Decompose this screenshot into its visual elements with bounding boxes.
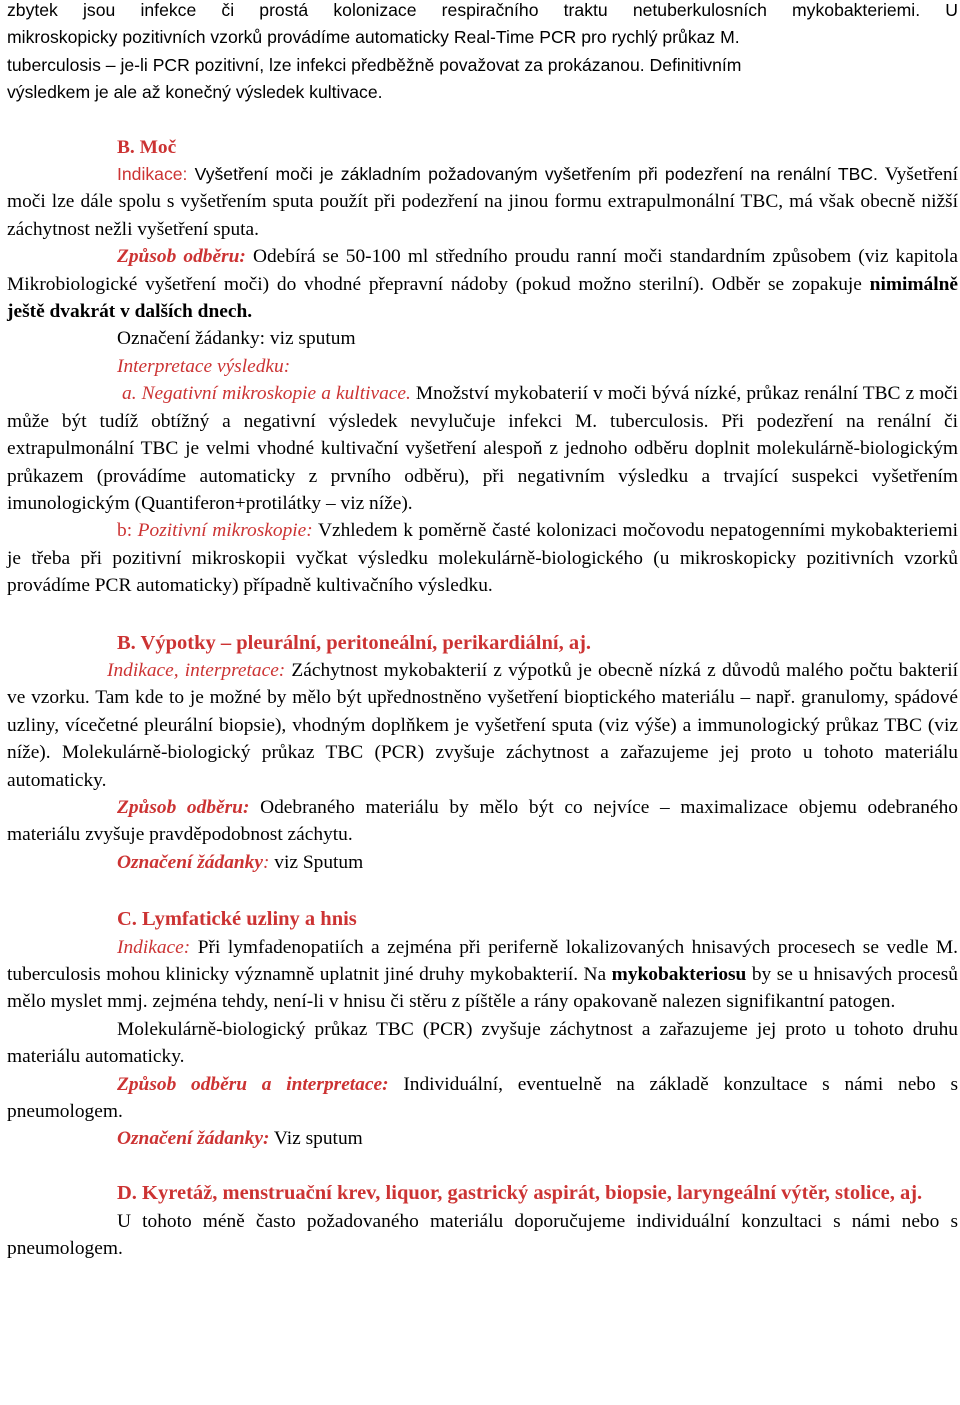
section-heading-uzliny: C. Lymfatické uzliny a hnis bbox=[117, 908, 357, 931]
vypotky-oznaceni-colon: : bbox=[262, 851, 270, 873]
uzliny-indikace-bold: mykobakteriosu bbox=[611, 964, 747, 985]
vypotky-oznaceni-text: viz Sputum bbox=[269, 851, 364, 873]
intro-line-4: výsledkem je ale až konečný výsledek kultivace. bbox=[7, 82, 383, 103]
section-uzliny bbox=[7, 906, 958, 1153]
moc-zpusob-text: Odebírá se 50-100 ml středního proudu ranní moči standardním způsobem (viz kapitola Mikrobiologické vyšetření moči) do vhodné přepravní nádoby (pokud možno sterilní). Odběr se zopakuje bbox=[7, 246, 958, 295]
section-heading-kyretaz: D. Kyretáž, menstruační krev, liquor, gastrický aspirát, biopsie, laryngeální výtěr, stolice, aj. bbox=[117, 1181, 923, 1204]
section-heading-moc: B. Moč bbox=[117, 136, 177, 158]
uzliny-oznaceni-text: Viz sputum bbox=[269, 1128, 363, 1150]
moc-indikace-rest: Vyšetření moči lze dále spolu s vyšetřením sputa použít při podezření na jinou formu extrapulmonální TBC, má však obecně nižší záchytnost nežli vyšetření sputa. bbox=[7, 164, 958, 240]
section-heading-vypotky: B. Výpotky – pleurální, peritoneální, perikardiální, aj. bbox=[117, 631, 592, 654]
uzliny-indikace-text-1: Při lymfadenopatiích a zejména při periferně lokalizovaných hnisavých procesech se vedle M. tuberculosis mohou klinicky významně uplatnit jiné druhy mykobakterií. Na bbox=[7, 936, 958, 985]
uzliny-oznaceni-label: Označení žádanky: bbox=[117, 1128, 270, 1150]
vypotky-indikace-text: Záchytnost mykobakterií z výpotků je obecně nízká z důvodů malého počtu bakterií ve vzorku. Tam kde to je možné by mělo být upřednostněno vyšetření bioptického materiálu – např. granulomy, spádové uzliny, vícečetné pleurální biopsie), vhodným doplňkem je vyšetření sputa (viz výše) a immunologický průkaz TBC (viz níže). Molekulárně-biologický průkaz TBC (PCR) zvyšuje záchytnost a zařazujeme jej proto u tohoto materiálu automaticky. bbox=[7, 659, 958, 791]
kyretaz-text: U tohoto méně často požadovaného materiálu doporučujeme individuální konzultaci s námi nebo s pneumologem. bbox=[7, 1210, 958, 1260]
uzliny-zpusob-text: Individuální, eventuelně na základě konzultace s námi nebo s pneumologem. bbox=[7, 1073, 958, 1123]
vypotky-oznaceni bbox=[7, 849, 958, 876]
vypotky-zpusob-label: Způsob odběru: bbox=[117, 796, 250, 818]
intro-line-3: tuberculosis – je-li PCR pozitivní, lze infekci předběžně považovat za prokázanou. Definitivním bbox=[7, 54, 742, 75]
moc-pozitivni-prefix: b: bbox=[117, 520, 138, 542]
vypotky-zpusob-text: Odebraného materiálu by mělo být co nejvíce – maximalizace objemu odebraného materiálu zvyšuje pravděpodobnost záchytu. bbox=[7, 796, 958, 846]
document-page bbox=[7, 0, 958, 1263]
uzliny-oznaceni bbox=[7, 1125, 958, 1152]
vypotky-zpusob bbox=[7, 794, 958, 849]
intro-line-2: mikroskopicky pozitivních vzorků provádíme automaticky Real-Time PCR pro rychlý průkaz M. bbox=[7, 27, 740, 48]
moc-indikace-label: Indikace: bbox=[117, 164, 188, 185]
section-vypotky bbox=[7, 630, 958, 877]
moc-indikace-text: Vyšetření moči je základním požadovaným vyšetřením při podezření na renální TBC. bbox=[187, 164, 878, 185]
moc-oznaceni: Označení žádanky: viz sputum bbox=[117, 328, 356, 350]
moc-zpusob-bold: nimimálně ještě dvakrát v dalších dnech. bbox=[7, 273, 958, 323]
intro-paragraph bbox=[7, 0, 958, 107]
vypotky-oznaceni-label: Označení žádanky bbox=[117, 851, 263, 873]
uzliny-zpusob-label: Způsob odběru a interpretace: bbox=[117, 1073, 389, 1095]
uzliny-indikace bbox=[7, 934, 958, 1016]
uzliny-indikace-text-2: by se u hnisavých procesů mělo myslet mmj. zejména tehdy, není-li v hnisu či stěru z píštěle a rány opakovaně nalezen signifikantní patogen. bbox=[7, 964, 958, 1013]
moc-pozitivni-text: Vzhledem k poměrně časté kolonizaci močovodu nepatogenními mykobakteriemi je třeba při pozitivní mikroskopii vyčkat výsledku molekulárně-biologického (u mikroskopicky pozitivních vzorků provádíme PCR automaticky) případně kultivačního výsledku. bbox=[7, 520, 958, 597]
vypotky-indikace bbox=[7, 657, 958, 794]
moc-indikace bbox=[7, 161, 958, 243]
moc-pozitivni bbox=[7, 517, 958, 599]
intro-line-1: zbytek jsou infekce či prostá kolonizace respiračního traktu netuberkulosních mykobakteriemi. U bbox=[7, 0, 958, 20]
section-moc bbox=[7, 134, 958, 600]
moc-negativni-label: a. Negativní mikroskopie a kultivace. bbox=[122, 383, 411, 405]
moc-interpretace-label: Interpretace výsledku: bbox=[117, 355, 291, 377]
vypotky-indikace-label: Indikace, interpretace: bbox=[107, 659, 286, 681]
uzliny-zpusob bbox=[7, 1071, 958, 1126]
uzliny-indikace-label: Indikace: bbox=[117, 936, 191, 958]
moc-pozitivni-label: Pozitivní mikroskopie: bbox=[137, 520, 313, 542]
uzliny-molekularni: Molekulárně-biologický průkaz TBC (PCR) zvyšuje záchytnost a zařazujeme jej proto u tohoto druhu materiálu automaticky. bbox=[7, 1018, 958, 1068]
section-kyretaz bbox=[7, 1179, 958, 1263]
moc-zpusob-odberu bbox=[7, 243, 958, 325]
moc-negativni-text: Množství mykobaterií v moči bývá nízké, průkaz renální TBC z moči může být tudíž obtížný a negativní výsledek nevylučuje infekci M. tuberculosis. Při podezření na renální či extrapulmonální TBC je velmi vhodné kultivační vyšetření alespoň z jednoho odběru doplnit molekulárně-biologickým průkazem (provádíme automaticky z prvního odběru), při negativním výsledku a trvající suspekci vyšetřením imunologickým (Quantiferon+protilátky – viz níže). bbox=[7, 383, 959, 514]
moc-zpusob-label: Způsob odběru: bbox=[117, 246, 246, 268]
moc-negativni bbox=[7, 380, 958, 517]
